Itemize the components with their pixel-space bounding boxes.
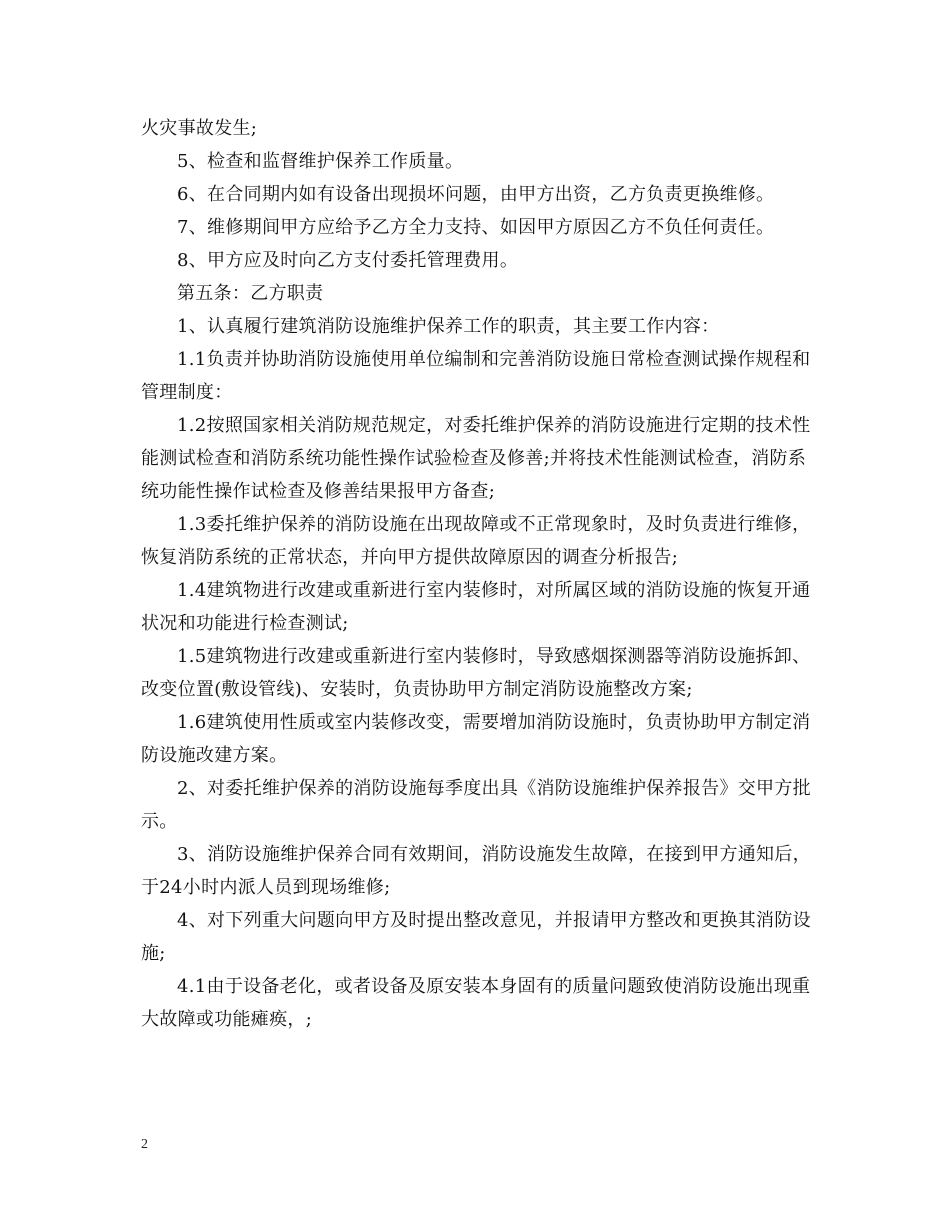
paragraph-0: 火灾事故发生; [141,118,258,139]
paragraph-1: 5、检查和监督维护保养工作质量。 [177,151,464,172]
page-number: 2 [141,1137,148,1152]
paragraph-3: 7、维修期间甲方应给予乙方全力支持、如因甲方原因乙方不负任何责任。 [177,217,775,238]
paragraph-7: 1.1负责并协助消防设施使用单位编制和完善消防设施日常检查测试操作规程和管理制度： [141,349,811,403]
paragraph-11: 1.5建筑物进行改建或重新进行室内装修时，导致感烟探测器等消防设施拆卸、改变位置(敷设管线)、安装时，负责协助甲方制定消防设施整改方案; [141,646,811,700]
paragraph-4: 8、甲方应及时向乙方支付委托管理费用。 [177,250,519,271]
section-heading: 第五条：乙方职责 [177,283,324,304]
paragraph-12: 1.6建筑使用性质或室内装修改变，需要增加消防设施时，负责协助甲方制定消防设施改建方案。 [141,712,811,766]
document-body [141,112,821,1036]
paragraph-15: 4、对下列重大问题向甲方及时提出整改意见，并报请甲方整改和更换其消防设施; [141,910,811,964]
paragraph-8: 1.2按照国家相关消防规范规定，对委托维护保养的消防设施进行定期的技术性能测试检查和消防系统功能性操作试验检查及修善;并将技术性能测试检查，消防系统功能性操作试检查及修善结果报甲方备查; [141,415,811,502]
paragraph-6: 1、认真履行建筑消防设施维护保养工作的职责，其主要工作内容： [177,316,720,337]
paragraph-10: 1.4建筑物进行改建或重新进行室内装修时，对所属区域的消防设施的恢复开通状况和功能进行检查测试; [141,580,811,634]
paragraph-14: 3、消防设施维护保养合同有效期间，消防设施发生故障，在接到甲方通知后，于24小时内派人员到现场维修; [141,844,811,898]
paragraph-13: 2、对委托维护保养的消防设施每季度出具《消防设施维护保养报告》交甲方批示。 [141,778,811,832]
paragraph-9: 1.3委托维护保养的消防设施在出现故障或不正常现象时，及时负责进行维修，恢复消防系统的正常状态，并向甲方提供故障原因的调查分析报告; [141,514,811,568]
paragraph-16: 4.1由于设备老化，或者设备及原安装本身固有的质量问题致使消防设施出现重大故障或功能瘫痪，; [141,976,811,1030]
paragraph-2: 6、在合同期内如有设备出现损坏问题，由甲方出资，乙方负责更换维修。 [177,184,775,205]
